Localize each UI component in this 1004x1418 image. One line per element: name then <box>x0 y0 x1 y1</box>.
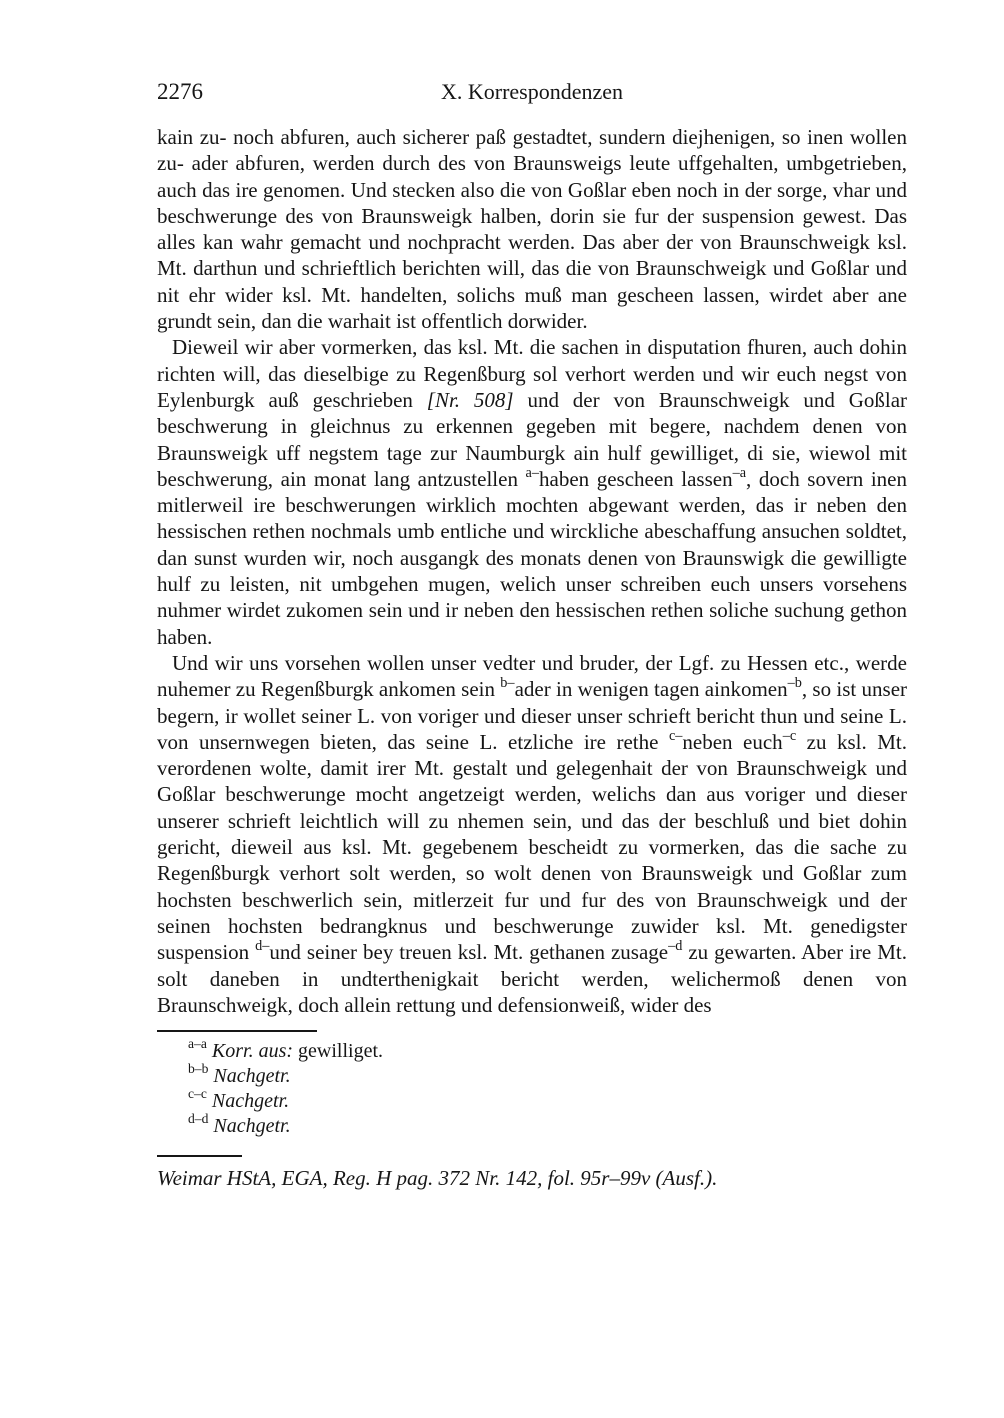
footnote-reference: –b <box>787 675 802 692</box>
footnote-marker: a–a <box>188 1036 207 1052</box>
footnote-reference: –c <box>782 727 797 744</box>
footnote-reference: d– <box>255 938 270 955</box>
source-line: Weimar HStA, EGA, Reg. H pag. 372 Nr. 142, fol. 95r–99v (Ausf.). <box>157 1166 718 1191</box>
footnote-item <box>157 1061 907 1089</box>
italic-text: Nachgetr. <box>213 1115 291 1138</box>
page-header <box>157 78 907 106</box>
paragraph: Dieweil wir aber vormerken, das ksl. Mt. die sachen in disputation fhuren, auch dohin richten will, das dieselbige zu Regenßburg sol verhort werden und wir euch negst von Eylenburgk auß geschrieben [Nr. 508] und der von Braunschweigk und Goßlar beschwerung in gleichnus zu erkennen gegeben mit begere, nachdem denen von Braunsweigk uff negstem tage zur Naumburgk ain hulf gewilliget, di sie, wiewol mit beschwerung, ain monat lang antzustellen $^{a-}$haben gescheen lassen$^{-a}$, doch sovern inen mitlerweil ire beschwerungen wirklich mochten abgewant werden, das ir neben den hessischen rethen nochmals umb entliche und wirckliche abeschaffung ansuchen soldtet, dan sunst wurden wir, noch ausgangk des monats denen von Braunswigk die gewilligte hulf zu leisten, nit umbgehen mugen, welich unser schreiben euch unsers vorsehens nuhmer wirdet zukomen sein und ir neben den hessischen rethen soliche suchung gethon haben. <box>157 335 908 649</box>
footnote-item: $^{a-a}$ Korr. aus: gewilliget. <box>188 1036 383 1063</box>
section-title: X. Korrespondenzen <box>440 79 624 104</box>
italic-text: Nachgetr. <box>213 1065 291 1088</box>
footnote-reference: –d <box>668 938 683 955</box>
footnote-marker: c–c <box>188 1086 207 1102</box>
footnote-reference: a– <box>525 464 539 481</box>
footnote-reference: c– <box>668 727 683 744</box>
footnotes <box>157 1036 907 1139</box>
footnote-marker: d–d <box>188 1111 209 1127</box>
footnote-item <box>157 1111 907 1139</box>
footnote-reference: –a <box>732 464 747 481</box>
footnote-reference: b– <box>500 675 515 692</box>
italic-text: Korr. aus: <box>211 1040 294 1063</box>
paragraph: kain zu- noch abfuren, auch sicherer paß gestadtet, sundern diejhenigen, so inen wollen zu- ader abfuren, werden durch des von Braunsweigs leute uffgehalten, umbgetrieben, auch das ire genomen. Und stecken also die von Goßlar eben noch in der sorge, vhar und beschwerunge des von Braunsweigk halben, dorin sie fur der suspension gewest. Das alles kan wahr gemacht und nochpracht werden. Das aber der von Braunschweigk ksl. Mt. darthun und schrieftlich berichten will, das die von Braunschweigk und Goßlar und nit ehr wider ksl. Mt. handelten, solichs muß man gescheen lassen, wirdet aber ane grundt sein, dan die warhait ist offentlich dorwider. <box>157 125 907 334</box>
italic-text: [Nr. 508] <box>426 387 514 412</box>
italic-text: Nachgetr. <box>211 1090 290 1113</box>
source-separator <box>157 1155 242 1157</box>
footnote-item <box>157 1086 907 1114</box>
page-number: 2276 <box>157 79 203 104</box>
body-text <box>157 124 907 1018</box>
paragraph: Und wir uns vorsehen wollen unser vedter und bruder, der Lgf. zu Hessen etc., werde nuhemer zu Regenßburgk ankomen sein $^{b-}$ader in wenigen tagen ainkomen$^{-b}$, so ist unser begern, ir wollet seiner L. von voriger und dieser unser schrieft bericht thun und seine L. von unsernwegen bieten, das seine L. etzliche ire rethe $^{c-}$neben euch$^{-c}$ zu ksl. Mt. verordenen wolte, damit irer Mt. gestalt und gelegenhait der von Braunschweigk und Goßlar beschwerunge mocht angetzeigt werden, welichs dan aus voriger und dieser unserer schrieft leichtlich will zu nhemen sein, und das der beschluß und biet dohin gericht, dieweil aus ksl. Mt. gegebenem bescheidt zu vormerken, das die sache zu Regenßburgk verhort solt werden, so wolt denen von Braunsweigk und Goßlar zum hochsten beschwerlich sein, mitlerzeit fur und fur des von Braunschweigk und der seinen hochsten bedrangknus und beschwerunge zuwider ksl. Mt. genedigster suspension $^{d-}$und seiner bey treuen ksl. Mt. gethanen zusage$^{-d}$ zu gewarten. Aber ire Mt. solt daneben in undterthenigkait bericht werden, welichermoß denen von Braunschweigk, doch allein rettung und defensionweiß, wider des <box>157 650 908 1017</box>
footnote-marker: b–b <box>188 1061 209 1077</box>
footnote-separator <box>157 1030 317 1032</box>
